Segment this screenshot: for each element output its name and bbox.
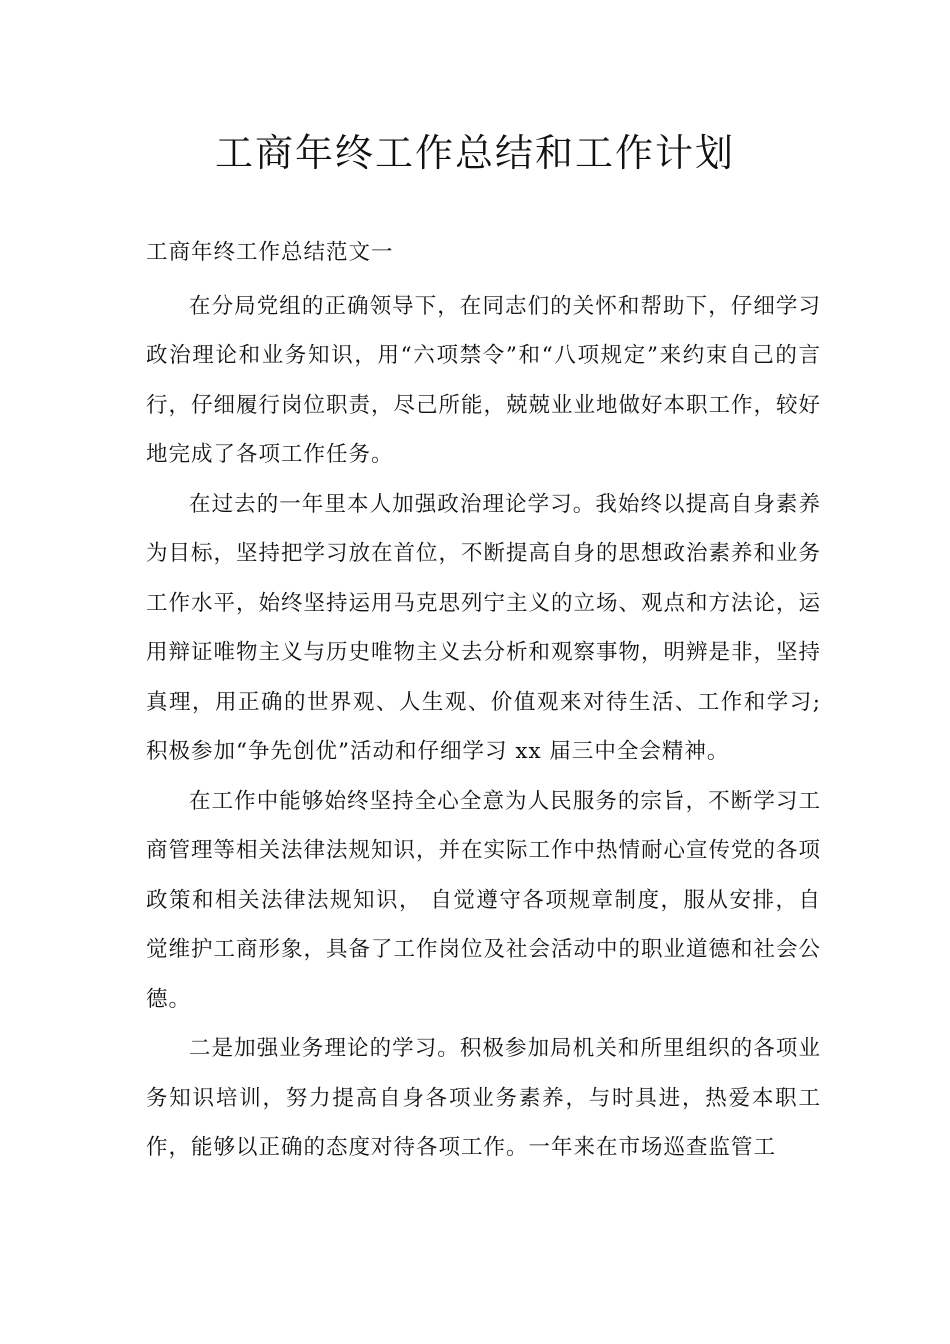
paragraph: 在分局党组的正确领导下，在同志们的关怀和帮助下，仔细学习政治理论和业务知识，用“六项禁令”和“八项规定”来约束自己的言行，仔细履行岗位职责，尽己所能，兢兢业业地做好本职工作，较好地完成了各项工作任务。 bbox=[146, 293, 822, 467]
paragraph: 二是加强业务理论的学习。积极参加局机关和所里组织的各项业务知识培训，努力提高自身各项业务素养，与时具进，热爱本职工作，能够以正确的态度对待各项工作。一年来在市场巡查监管工 bbox=[146, 1036, 821, 1160]
document-title: 工商年终工作总结和工作计划 bbox=[214, 131, 735, 175]
paragraph: 在过去的一年里本人加强政治理论学习。我始终以提高自身素养为目标，坚持把学习放在首位，不断提高自身的思想政治素养和业务工作水平，始终坚持运用马克思列宁主义的立场、观点和方法论，运用辩证唯物主义与历史唯物主义去分析和观察事物，明辨是非，坚持真理，用正确的世界观、人生观、价值观来对待生活、工作和学习;积极参加“争先创优”活动和仔细学习 xx 届三中全会精神。 bbox=[146, 491, 822, 764]
section-subheading: 工商年终工作总结范文一 bbox=[146, 240, 394, 265]
paragraph: 在工作中能够始终坚持全心全意为人民服务的宗旨，不断学习工商管理等相关法律法规知识，并在实际工作中热情耐心宣传党的各项政策和相关法律法规知识， 自觉遵守各项规章制度，服从安排，自觉维护工商形象，具备了工作岗位及社会活动中的职业道德和社会公德。 bbox=[146, 788, 822, 1012]
document-body bbox=[146, 228, 821, 1173]
